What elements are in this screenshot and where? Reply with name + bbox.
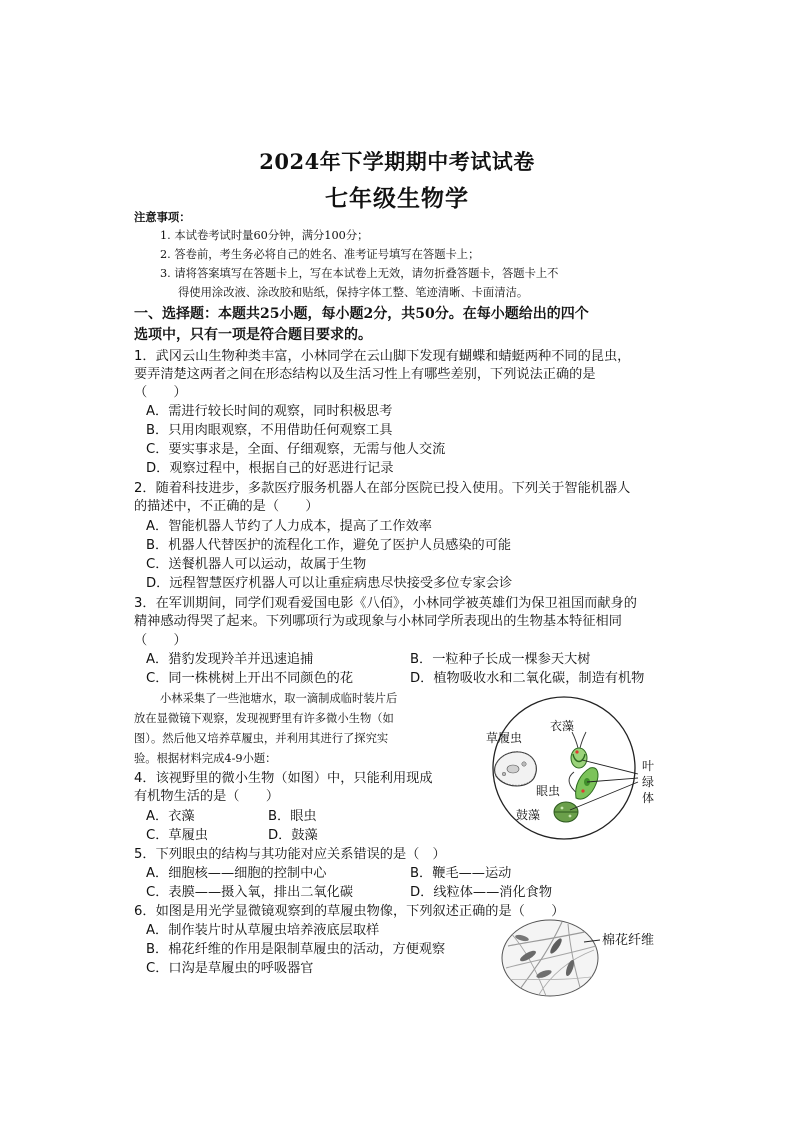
notes-item: 1. 本试卷考试时量60分钟，满分100分； [160, 229, 369, 242]
option-c: C．表膜——摄入氧，排出二氧化碳 [146, 885, 354, 900]
question-stem: 2．随着科技进步，多款医疗服务机器人在部分医院已投入使用。下列关于智能机器人 [134, 481, 631, 496]
option-c: C．送餐机器人可以运动，故属于生物 [146, 557, 367, 572]
question-stem: 有机物生活的是（ ） [134, 789, 280, 804]
question-stem: 6．如图是用光学显微镜观察到的草履虫物像，下列叙述正确的是（ ） [134, 904, 565, 919]
option-d: D．植物吸收水和二氧化碳，制造有机物 [410, 671, 645, 686]
question-stem: （ ） [134, 385, 187, 400]
material-line: 图）。然后他又培养草履虫，并利用其进行了探究实 [134, 732, 389, 745]
desmid-label: 鼓藻 [516, 808, 541, 822]
material-line: 放在显微镜下观察，发现视野里有许多微小生物（如 [134, 712, 394, 725]
option-a: A．需进行较长时间的观察，同时积极思考 [146, 404, 393, 419]
material-line: 验。根据材料完成4-9小题： [134, 752, 277, 765]
option-c: C．草履虫 [146, 828, 208, 843]
option-a: A．猎豹发现羚羊并迅速追捕 [146, 652, 314, 667]
option-c: C．要实事求是，全面、仔细观察，无需与他人交流 [146, 442, 446, 457]
option-a: A．细胞核——细胞的控制中心 [146, 866, 327, 881]
exam-title: 2024年下学期期中考试试卷 [259, 149, 535, 174]
chloroplast-label-3: 体 [642, 791, 655, 805]
question-stem: 1．武冈云山生物种类丰富，小林同学在云山脚下发现有蝴蝶和蜻蜓两种不同的昆虫， [134, 349, 631, 364]
question-stem: 精神感动得哭了起来。下列哪项行为或现象与小林同学所表现出的生物基本特征相同 [134, 614, 622, 629]
option-d: D．观察过程中，根据自己的好恶进行记录 [146, 461, 394, 476]
option-d: D．线粒体——消化食物 [410, 885, 553, 900]
exam-subtitle: 七年级生物学 [325, 185, 469, 212]
option-c: C．口沟是草履虫的呼吸器官 [146, 961, 314, 976]
option-b: B．眼虫 [268, 809, 317, 824]
option-d: D．远程智慧医疗机器人可以让重症病患尽快接受多位专家会诊 [146, 576, 513, 591]
chloroplast-label-1: 叶 [642, 759, 655, 773]
section-heading-cont: 选项中，只有一项是符合题目要求的。 [134, 327, 372, 343]
question-stem: 5．下列眼虫的结构与其功能对应关系错误的是（ ） [134, 847, 446, 862]
option-b: B．鞭毛——运动 [410, 866, 512, 881]
option-b: B．只用肉眼观察，不用借助任何观察工具 [146, 423, 393, 438]
option-d: D．鼓藻 [268, 828, 318, 843]
euglena-label: 眼虫 [536, 784, 561, 798]
option-c: C．同一株桃树上开出不同颜色的花 [146, 671, 354, 686]
cotton-fiber-label: 棉花纤维 [602, 933, 655, 948]
option-b: B．机器人代替医护的流程化工作，避免了医护人员感染的可能 [146, 538, 512, 553]
option-a: A．制作装片时从草履虫培养液底层取样 [146, 923, 380, 938]
notes-label: 注意事项： [134, 210, 191, 224]
question-stem: 的描述中，不正确的是（ ） [134, 499, 319, 514]
paramecium-label: 草履虫 [486, 731, 523, 745]
question-stem: 要弄清楚这两者之间在形态结构以及生活习性上有哪些差别，下列说法正确的是 [134, 367, 596, 382]
option-a: A．衣藻 [146, 809, 195, 824]
question-stem: 3．在军训期间，同学们观看爱国电影《八佰》，小林同学被英雄们为保卫祖国而献身的 [134, 596, 637, 611]
microorganisms-figure [466, 694, 676, 842]
cotton-fiber-figure [498, 916, 682, 1000]
option-b: B．棉花纤维的作用是限制草履虫的活动，方便观察 [146, 942, 446, 957]
notes-item: 3. 请将答案填写在答题卡上，写在本试卷上无效，请勿折叠答题卡，答题卡上不 [160, 267, 559, 280]
question-stem: 4．该视野里的微小生物（如图）中，只能利用现成 [134, 771, 433, 786]
notes-item: 2. 答卷前，考生务必将自己的姓名、准考证号填写在答题卡上； [160, 248, 480, 261]
chlamydomonas-label: 衣藻 [550, 719, 575, 733]
notes-item: 得使用涂改液、涂改胶和贴纸，保持字体工整、笔迹清晰、卡面清洁。 [178, 286, 529, 299]
chloroplast-label-2: 绿 [642, 775, 655, 789]
question-stem: （ ） [134, 633, 187, 648]
option-a: A．智能机器人节约了人力成本，提高了工作效率 [146, 519, 432, 534]
desmid-image [554, 802, 578, 822]
section-heading: 一、选择题：本题共25小题，每小题2分，共50分。在每小题给出的四个 [134, 306, 589, 322]
option-b: B．一粒种子长成一棵参天大树 [410, 652, 591, 667]
material-line: 小林采集了一些池塘水，取一滴制成临时装片后 [160, 692, 398, 705]
